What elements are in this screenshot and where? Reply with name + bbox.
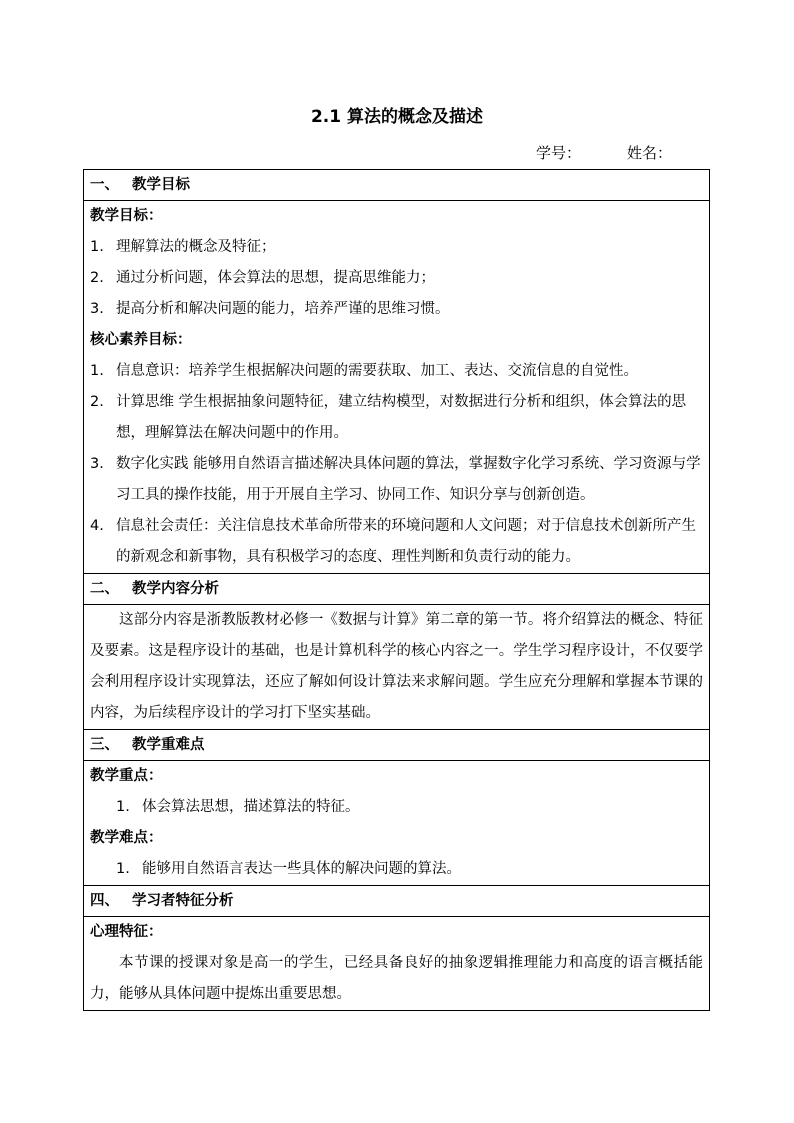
goal-item: 3. 提高分析和解决问题的能力，培养严谨的思维习惯。 <box>90 301 450 317</box>
section-header-content-analysis <box>84 574 710 605</box>
section-heading: 教学内容分析 <box>132 581 219 597</box>
psychology-label: 心理特征： <box>90 924 163 940</box>
section-body-teaching-goals <box>84 201 710 574</box>
learner-analysis-paragraph: 本节课的授课对象是高一的学生，已经具备良好的抽象逻辑推理能力和高度的语言概括能力，能够从具体问题中提炼出重要思想。 <box>90 955 703 1002</box>
section-body-learner-analysis <box>84 917 710 1011</box>
student-info <box>536 142 672 164</box>
section-heading: 教学重难点 <box>132 737 205 753</box>
section-number: 二、 <box>90 581 119 597</box>
difficult-point-item: 1. 能够用自然语言表达一些具体的解决问题的算法。 <box>116 861 461 877</box>
goal-item: 2. 通过分析问题，体会算法的思想，提高思维能力； <box>90 270 435 286</box>
page-title: 2.1 算法的概念及描述 <box>310 107 484 127</box>
key-points-label: 教学重点： <box>90 768 163 784</box>
section-number: 三、 <box>90 737 119 753</box>
key-point-item: 1. 体会算法思想，描述算法的特征。 <box>116 799 360 815</box>
core-item: 2. 计算思维 学生根据抽象问题特征，建立结构模型，对数据进行分析和组织，体会算法的思想，理解算法在解决问题中的作用。 <box>90 394 687 441</box>
core-item: 4. 信息社会责任：关注信息技术革命所带来的环境问题和人文问题；对于信息技术创新所产生的新观念和新事物，具有积极学习的态度、理性判断和负责行动的能力。 <box>90 518 696 565</box>
student-name-label: 姓名： <box>627 144 673 162</box>
core-item: 3. 数字化实践 能够用自然语言描述解决具体问题的算法，掌握数字化学习系统、学习资源与学习工具的操作技能，用于开展自主学习、协同工作、知识分享与创新创造。 <box>90 456 701 503</box>
section-heading: 教学目标 <box>132 177 190 193</box>
section-heading: 学习者特征分析 <box>132 893 234 909</box>
lesson-plan-table <box>83 169 710 1011</box>
section-number: 一、 <box>90 177 119 193</box>
goal-item: 1. 理解算法的概念及特征； <box>90 239 276 255</box>
section-body-content-analysis <box>84 605 710 730</box>
section-header-teaching-goals <box>84 170 710 201</box>
section-number: 四、 <box>90 893 119 909</box>
student-id-label: 学号： <box>536 144 582 162</box>
section-body-key-difficult-points <box>84 761 710 886</box>
content-analysis-paragraph: 这部分内容是浙教版教材必修一《数据与计算》第二章的第一节。将介绍算法的概念、特征及要素。这是程序设计的基础，也是计算机科学的核心内容之一。学生学习程序设计，不仅要学会利用程序设计实现算法，还应了解如何设计算法来求解问题。学生应充分理解和掌握本节课的内容，为后续程序设计的学习打下坚实基础。 <box>90 612 703 721</box>
difficult-points-label: 教学难点： <box>90 830 163 846</box>
goals-label: 教学目标： <box>90 208 163 224</box>
core-item: 1. 信息意识：培养学生根据解决问题的需要获取、加工、表达、交流信息的自觉性。 <box>90 363 638 379</box>
core-literacy-label: 核心素养目标： <box>90 332 192 348</box>
section-header-key-difficult-points <box>84 730 710 761</box>
section-header-learner-analysis <box>84 886 710 917</box>
